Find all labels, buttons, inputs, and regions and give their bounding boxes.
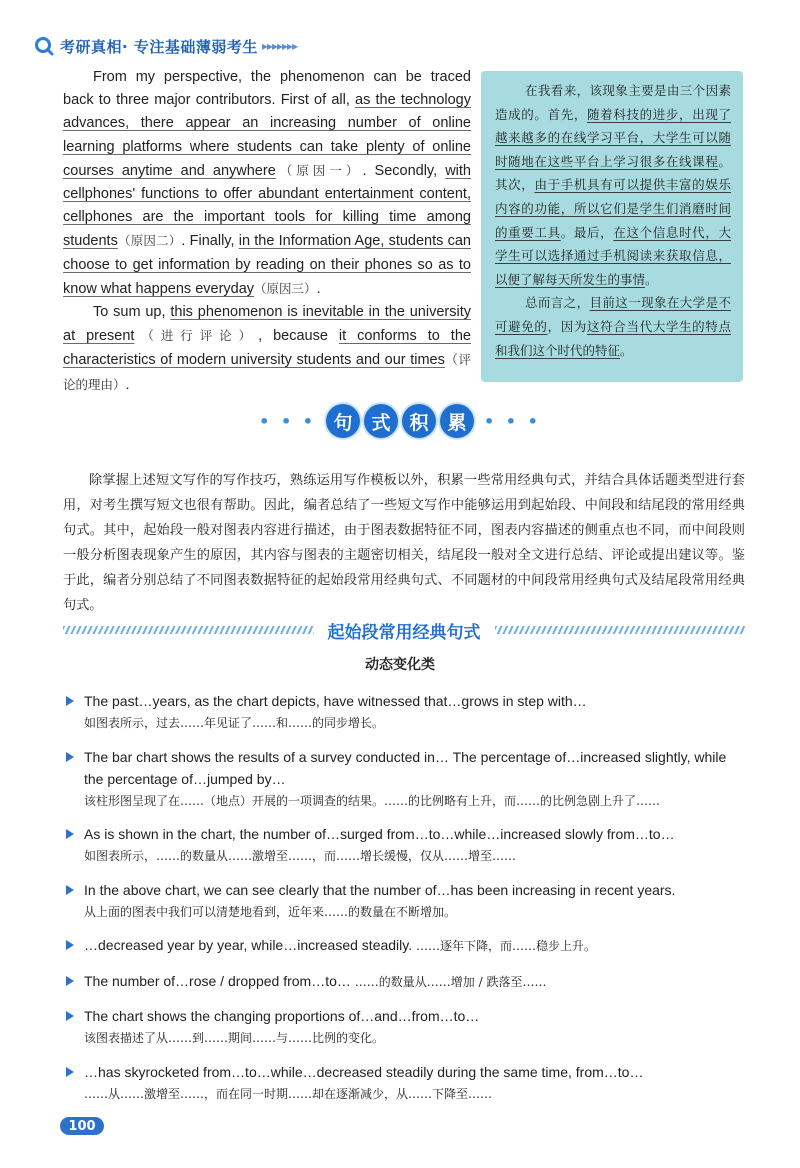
title-char: 累 (440, 404, 474, 438)
running-header (34, 32, 297, 60)
title-char: 句 (326, 404, 360, 438)
bullet-triangle-icon (66, 940, 74, 950)
search-logo-icon (34, 36, 54, 56)
comment-note: （进行评论） (134, 328, 259, 344)
list-item (66, 970, 748, 993)
bullet-triangle-icon (66, 976, 74, 986)
translation-text: 。最后， (560, 224, 614, 240)
translation-text: 总而言之， (525, 295, 590, 311)
list-item (66, 1005, 748, 1048)
translation-reason-2: 由于手机具有可以提供丰富的娱乐内容的功能，所以它们是学生们消磨时间的重要工具 (495, 177, 731, 240)
essay-paragraph-2 (63, 301, 471, 397)
comment-reason-note: （评论的理由） (63, 352, 471, 392)
list-item (66, 823, 748, 866)
translation-paragraph-1 (495, 79, 731, 291)
reason-2-note: （原因二） (117, 233, 182, 249)
sentence-line (84, 970, 748, 993)
essay-text: . (316, 280, 321, 297)
translation-reason-1: 随着科技的进步，出现了越来越多的在线学习平台，大学生可以随时随地在这些平台上学习很多在线课程 (495, 106, 731, 169)
reason-3-text: in the Information Age, students can choose to get information by reading on their phones so as to know what happens everyday (63, 233, 471, 297)
section-title (0, 404, 800, 438)
sentence-en: As is shown in the chart, the number of…surged from…to…while…increased slowly from…to… (84, 826, 675, 842)
sentence-zh: 如图表所示，过去……年见证了……和……的同步增长。 (84, 716, 385, 730)
translation-text: 。 (620, 342, 633, 358)
page-number: 100 (60, 1117, 104, 1135)
bullet-triangle-icon (66, 696, 74, 706)
bullet-triangle-icon (66, 885, 74, 895)
essay-text: . (125, 376, 130, 393)
essay-paragraph-1 (63, 66, 471, 301)
sentence-zh: ……的数量从……增加 / 跌落至…… (354, 974, 547, 989)
header-arrows: ▸▸▸▸▸▸▸ (261, 39, 298, 53)
list-item (66, 1061, 748, 1104)
bullet-triangle-icon (66, 752, 74, 762)
sentence-en: The chart shows the changing proportions of…and…from…to… (84, 1008, 480, 1024)
intro-text: 除掌握上述短文写作的写作技巧，熟练运用写作模板以外，积累一些常用经典句式，并结合具体话题类型进行套用，对考生撰写短文也很有帮助。因此，编者总结了一些短文写作中能够运用到起始段、中间段和结尾段的常用经典句式。其中，起始段一般对图表内容进行描述，由于图表数据特征不同，图表内容描述的侧重点也不同，而中间段则一般分析图表现象产生的原因，其内容与图表的主题密切相关，结尾段一般对全文进行总结、评论或提出建议等。鉴于此，编者分别总结了不同图表数据特征的起始段常用经典句式、不同题材的中间段常用经典句式及结尾段常用经典句式。 (63, 473, 745, 613)
comment-reason-text: it conforms to the characteristics of modern university students and our times (63, 328, 471, 369)
bullet-triangle-icon (66, 1067, 74, 1077)
essay-text: . Secondly, (362, 162, 446, 179)
title-char: 式 (364, 404, 398, 438)
list-item (66, 934, 748, 957)
reason-1-text: as the technology advances, there appear an increasing number of online learning platforms where students can take plenty of online courses anytime and anywhere (63, 92, 471, 179)
intro-paragraph (63, 468, 745, 618)
sentence-zh: ……从……激增至……，而在同一时期……却在逐渐减少，从……下降至…… (84, 1086, 493, 1101)
translation-comment-reason: 这符合当代大学生的特点和我们这个时代的特征 (495, 318, 731, 358)
brand-name: 考研真相 (60, 37, 123, 56)
banner-deco-right (495, 626, 746, 634)
sentence-en: …decreased year by year, while…increased steadily. (84, 937, 413, 953)
category-heading: 动态变化类 (365, 657, 435, 673)
list-item (66, 690, 748, 733)
sentence-en: The number of…rose / dropped from…to… (84, 972, 351, 989)
reason-2-text: with cellphones' functions to offer abundant entertainment content, cellphones are the important tools for killing time among students (63, 162, 471, 250)
sentence-zh: 该柱形图呈现了在……（地点）开展的一项调查的结果。……的比例略有上升，而……的比例急剧上升了…… (84, 793, 661, 808)
title-char: 积 (402, 404, 436, 438)
sentence-en: The bar chart shows the results of a survey conducted in… The percentage of…increased slightly, while the percentage of…jumped by… (84, 748, 727, 787)
banner-deco-left (63, 626, 314, 634)
reason-1-note: （原因一） (275, 162, 363, 178)
translation-text: 。其次， (495, 153, 731, 193)
translation-text: 在我看来，该现象主要是由三个因素造成的。首先， (495, 83, 731, 122)
translation-paragraph-2 (495, 291, 731, 362)
sentence-line (84, 934, 748, 957)
translation-box (481, 71, 743, 382)
comment-text: this phenomenon is inevitable in the university at present (63, 304, 471, 345)
essay-text: To sum up, (93, 304, 171, 321)
translation-text: ，因为 (547, 318, 588, 334)
subsection-banner (63, 617, 745, 643)
list-item (66, 879, 748, 922)
list-item (66, 746, 748, 811)
sentence-zh: 该图表描述了从……到……期间……与……比例的变化。 (84, 1031, 385, 1045)
translation-reason-3: 在这个信息时代，大学生可以选择通过手机阅读来获取信息，以便了解每天所发生的事情 (495, 224, 731, 287)
essay-text: From my perspective, the phenomenon can be traced back to three major contributors. First of all, (63, 69, 471, 109)
sentence-en: In the above chart, we can see clearly that the number of…has been increasing in recent years. (84, 881, 676, 898)
bullet-triangle-icon (66, 1011, 74, 1021)
sentence-zh: 从上面的图表中我们可以清楚地看到，近年来……的数量在不断增加。 (84, 904, 457, 919)
reason-3-note: （原因三） (254, 280, 317, 296)
sentence-en: The past…years, as the chart depicts, have witnessed that…grows in step with… (84, 693, 587, 709)
sentence-list (66, 690, 748, 1116)
title-dots-left: • • • (259, 411, 316, 431)
title-dots-right: • • • (484, 411, 541, 431)
sentence-en: …has skyrocketed from…to…while…decreased steadily during the same time, from…to… (84, 1063, 644, 1080)
translation-text: 。 (645, 271, 658, 287)
subsection-title: 起始段常用经典句式 (327, 622, 481, 643)
translation-comment: 目前这一现象在大学是不可避免的 (495, 295, 731, 334)
header-tagline: · 专注基础薄弱考生 (122, 37, 258, 56)
sentence-zh: 如图表所示，……的数量从……激增至……，而……增长缓慢，仅从……增至…… (84, 849, 517, 863)
essay-text: . Finally, (181, 233, 239, 250)
essay-column (63, 66, 471, 397)
essay-text: , because (258, 328, 339, 345)
bullet-triangle-icon (66, 829, 74, 839)
sentence-zh: ……逐年下降，而……稳步上升。 (416, 939, 597, 953)
